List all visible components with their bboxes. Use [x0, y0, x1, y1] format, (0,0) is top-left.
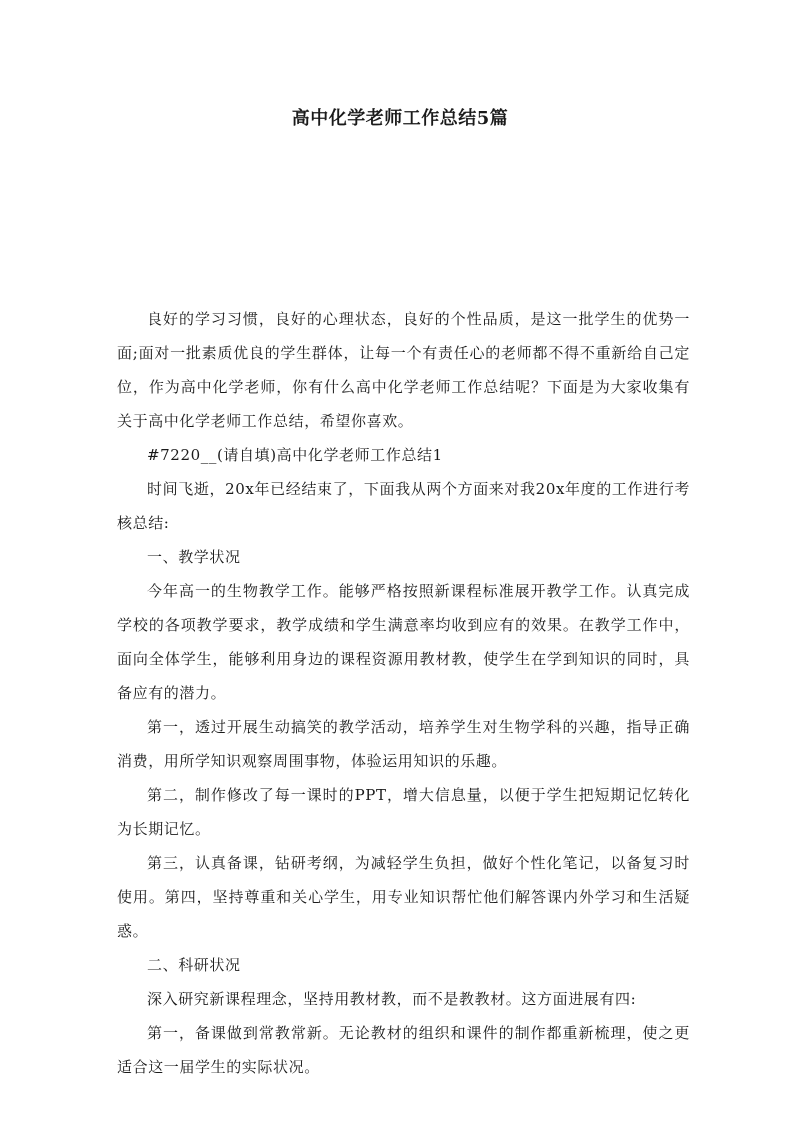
paragraph-point-3-4: 第三，认真备课，钻研考纲，为减轻学生负担，做好个性化笔记，以备复习时使用。第四，坚持尊重和关心学生，用专业知识帮忙他们解答课内外学习和生活疑惑。	[117, 854, 690, 940]
intro-paragraph: 良好的学习习惯，良好的心理状态，良好的个性品质，是这一批学生的优势一面;面对一批素质优良的学生群体，让每一个有责任心的老师都不得不重新给自己定位，作为高中化学老师，你有什么高中化学老师工作总结呢？下面是为大家收集有关于高中化学老师工作总结，希望你喜欢。	[117, 310, 690, 430]
paragraph-research-overview: 深入研究新课程理念，坚持用教材教，而不是教教材。这方面进展有四:	[147, 990, 637, 1008]
paragraph-teaching-overview: 今年高一的生物教学工作。能够严格按照新课程标准展开教学工作。认真完成学校的各项教学要求，教学成绩和学生满意率均收到应有的效果。在教学工作中，面向全体学生，能够利用身边的课程资源用教材教，使学生在学到知识的同时，具备应有的潜力。	[117, 582, 690, 702]
paragraph-point-1: 第一，透过开展生动搞笑的教学活动，培养学生对生物学科的兴趣，指导正确消费，用所学知识观察周围事物，体验运用知识的乐趣。	[117, 718, 690, 770]
section-heading-research: 二、科研状况	[147, 956, 241, 974]
document-body	[117, 302, 690, 1084]
section-heading-summary-1: #7220__(请自填)高中化学老师工作总结1	[147, 446, 443, 464]
paragraph-opening: 时间飞逝，20x年已经结束了，下面我从两个方面来对我20x年度的工作进行考核总结:	[117, 480, 690, 532]
document-title: 高中化学老师工作总结5篇	[291, 108, 509, 129]
paragraph-research-point-1: 第一，备课做到常教常新。无论教材的组织和课件的制作都重新梳理，使之更适合这一届学生的实际状况。	[117, 1024, 690, 1076]
section-heading-teaching: 一、教学状况	[147, 548, 241, 566]
paragraph-point-2: 第二，制作修改了每一课时的PPT，增大信息量，以便于学生把短期记忆转化为长期记忆。	[117, 786, 690, 838]
